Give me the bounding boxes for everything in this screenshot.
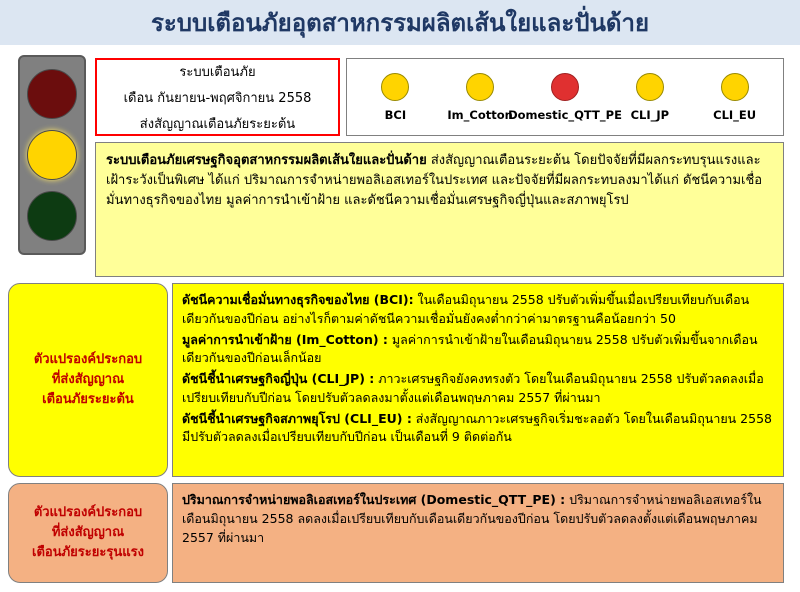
detail-item-bci [182,291,774,329]
legend-label: Domestic_QTT_PE [508,107,622,122]
traffic-light-yellow-lamp [27,130,77,180]
legend-item-cli-jp [608,73,693,122]
indicator-legend [346,58,784,136]
detail-title: ปริมาณการจำหน่ายพอลิเอสเทอร์ในประเทศ (Domestic_QTT_PE) : [182,492,566,507]
page-title: ระบบเตือนภัยอุตสาหกรรมผลิตเส้นใยและปั่นด้าย [150,9,650,37]
status-dot-icon [636,73,664,101]
severe-warning-label-line1: ตัวแปรองค์ประกอบ [33,504,143,520]
legend-item-cli-eu [692,73,777,122]
legend-label: CLI_JP [630,107,670,122]
legend-item-bci [353,73,438,122]
detail-text: ปริมาณการจำหน่ายพอลิเอสเทอร์ในเดือนมิถุนายน 2558 ลดลงเมื่อเปรียบเทียบกับเดือนเดียวกันของปีก่อน โดยปรับตัวลดลงตั้งแต่เดือนพฤษภาคม 2557 ที่ผ่านมา [182,492,762,545]
status-dot-icon [381,73,409,101]
detail-text: ในเดือนมิถุนายน 2558 ปรับตัวเพิ่มขึ้นเมื่อเปรียบเทียบกับเดือนเดียวกันของปีก่อน อย่างไรก็ตามค่าดัชนีความเชื่อมั่นยังคงต่ำกว่าค่ามาตรฐานคือน้อยกว่า 50 [182,292,750,326]
early-warning-label-box [8,283,168,477]
alert-status-box [95,58,340,136]
page-header [0,0,800,45]
severe-warning-label-box [8,483,168,583]
detail-title: มูลค่าการนำเข้าฝ้าย (Im_Cotton) : [182,331,388,347]
detail-item-cli-jp [182,370,774,408]
severe-warning-label-line2: ที่ส่งสัญญาณ [51,524,125,540]
status-dot-icon [721,73,749,101]
status-dot-icon [551,73,579,101]
legend-label: Im_Cotton [447,107,513,122]
legend-label: CLI_EU [713,107,757,122]
alert-period-label: เดือน กันยายน-พฤศจิกายน 2558 [123,90,312,106]
detail-title: ดัชนีชี้นำเศรษฐกิจสภาพยุโรป (CLI_EU) : [182,410,412,426]
detail-text: ส่งสัญญาณภาวะเศรษฐกิจเริ่มชะลอตัว โดยในเดือนมิถุนายน 2558 มีปรับตัวลดลงเมื่อเปรียบเทียบกับปีก่อน เป็นเดือนที่ 9 ติดต่อกัน [182,410,772,445]
detail-item-cli-eu [182,410,774,448]
detail-item-im-cotton [182,331,774,369]
detail-text: ภาวะเศรษฐกิจยังคงทรงตัว โดยในเดือนมิถุนายน 2558 ปรับตัวลดลงเมื่อเปรียบเทียบกับปีก่อน โดยปรับตัวลดลงมาตั้งแต่เดือนพฤษภาคม 2557 ที่ผ่านมา [182,371,764,405]
early-warning-label-line3: เตือนภัยระยะต้น [42,392,134,408]
traffic-light-graphic [18,55,86,255]
alert-signal-label: ส่งสัญญาณเตือนภัยระยะต้น [139,116,296,132]
detail-item-domestic-qtt-pe [182,491,774,547]
detail-title: ดัชนีชี้นำเศรษฐกิจญี่ปุ่น (CLI_JP) : [182,371,375,386]
severe-warning-details [172,483,784,583]
alert-system-label: ระบบเตือนภัย [179,64,256,80]
traffic-light-green-lamp [27,191,77,241]
early-warning-label-line2: ที่ส่งสัญญาณ [51,371,125,387]
early-warning-label-line1: ตัวแปรองค์ประกอบ [33,351,143,367]
traffic-light-red-lamp [27,69,77,119]
summary-lead: ระบบเตือนภัยเศรษฐกิจอุตสาหกรรมผลิตเส้นใยและปั่นด้าย [106,153,427,168]
summary-paragraph [95,142,784,277]
detail-text: มูลค่าการนำเข้าฝ้ายในเดือนมิถุนายน 2558 ปรับตัวเพิ่มขึ้นจากเดือนเดียวกันของปีก่อนเล็กน้อย [182,331,758,366]
legend-label: BCI [384,107,407,122]
detail-title: ดัชนีความเชื่อมั่นทางธุรกิจของไทย (BCI): [182,292,414,307]
early-warning-details [172,283,784,477]
summary-text: ส่งสัญญาณเตือนระยะต้น โดยปัจจัยที่มีผลกระทบรุนแรงและเฝ้าระวังเป็นพิเศษ ได้แก่ ปริมาณการจำหน่ายพอลิเอสเทอร์ในประเทศ และปัจจัยที่มีผลกระทบลงมาได้แก่ ดัชนีความเชื่อมั่นทางธุรกิจของไทย มูลค่าการนำเข้าฝ้าย และดัชนีความเชื่อมั่นเศรษฐกิจญี่ปุ่นและสภาพยุโรป [106,153,763,209]
legend-item-domestic-qtt-pe [508,73,622,122]
severe-warning-label-line3: เตือนภัยระยะรุนแรง [32,545,144,561]
status-dot-icon [466,73,494,101]
